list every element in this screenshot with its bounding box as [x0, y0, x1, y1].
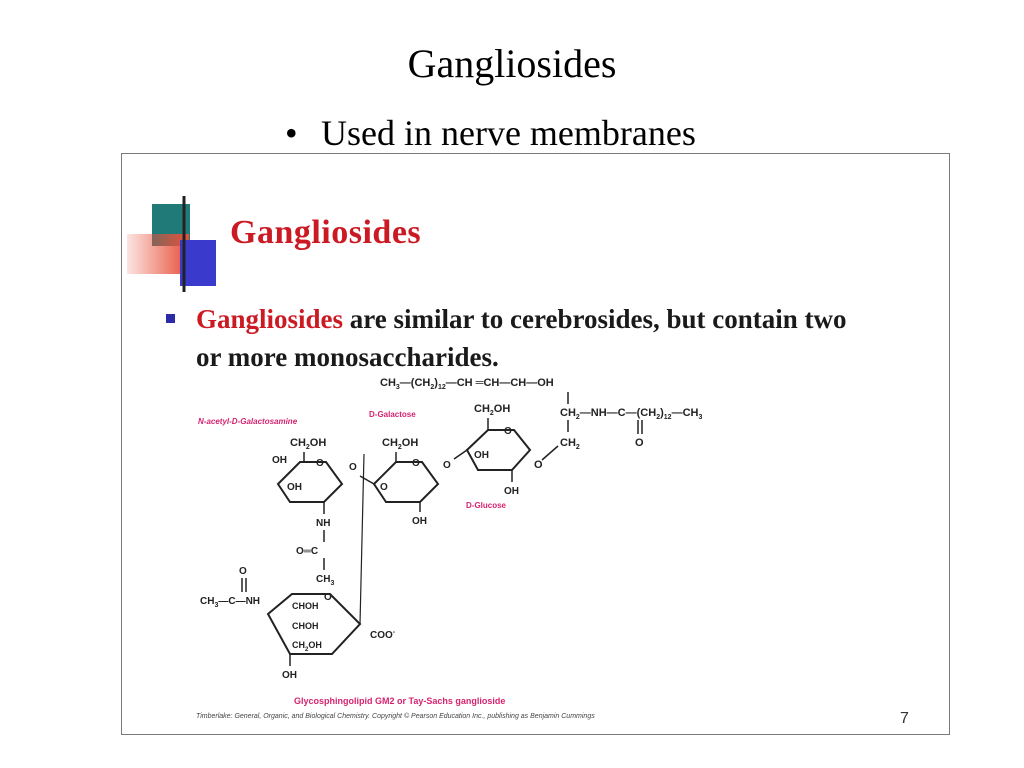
svg-text:CHOH: CHOH: [292, 601, 319, 611]
svg-text:CH3: $CH_3$: [316, 574, 335, 587]
figure-heading: Gangliosides: [230, 214, 422, 251]
deco-red-square: [127, 234, 189, 274]
svg-text:O: O: [239, 566, 247, 577]
slide-bullet: [285, 112, 696, 154]
svg-text:COO-: COO-: [370, 629, 396, 641]
svg-text:CH2OH: $CH_2OH$: [290, 437, 327, 451]
svg-text:CH2OH: $CH_2OH$: [292, 640, 322, 653]
svg-text:OH: OH: [504, 486, 519, 497]
svg-text:O═C: O═C: [296, 546, 319, 557]
svg-text:CH3—(CH2)12—CH ═CH—CH—OH: $CH_3—(CH_2)_{12}—CH$ ═CH—CH—OH: [380, 377, 554, 391]
svg-text:OH: OH: [272, 455, 287, 466]
svg-text:CH2—NH—C—(CH2)12—CH3: $CH_2—NH—C—(CH_2)_{12}—CH_3$: [560, 407, 703, 421]
svg-text:O: O: [534, 459, 543, 471]
slide-title: Gangliosides: [407, 41, 617, 86]
figure-bullet-keyword: Gangliosides: [196, 304, 344, 334]
svg-text:O: O: [443, 460, 451, 471]
svg-text:O: O: [316, 458, 324, 469]
svg-text:CH3—C—NH: $CH_3—C—NH$: [200, 596, 261, 609]
svg-text:CH2OH: $CH_2OH$: [382, 437, 419, 451]
svg-text:OH: OH: [474, 450, 489, 461]
bullet-dot: •: [285, 113, 298, 153]
svg-text:D-Glucose: D-Glucose: [466, 501, 507, 510]
svg-text:O: O: [380, 482, 388, 493]
svg-text:OH: OH: [287, 482, 302, 493]
figure-credit: Timberlake: General, Organic, and Biological Chemistry. Copyright © Pearson Education Inc., publishing as Benjamin Cummings: [196, 713, 595, 720]
svg-text:O: O: [504, 426, 512, 437]
svg-text:O: O: [349, 462, 357, 473]
svg-text:OH: OH: [282, 670, 297, 681]
figure-bullet-square: [166, 314, 175, 323]
svg-text:CHOH: CHOH: [292, 621, 319, 631]
svg-text:O: O: [635, 437, 644, 449]
svg-text:D-Galactose: D-Galactose: [369, 410, 416, 419]
svg-text:Glycosphingolipid GM2 or Tay-S: Glycosphingolipid GM2 or Tay-Sachs ganglioside: [294, 696, 506, 706]
svg-text:CH2: $CH_2$: [560, 437, 580, 451]
svg-text:CH2OH: $CH_2OH$: [474, 403, 511, 417]
svg-text:N-acetyl-D-Galactosamine: N-acetyl-D-Galactosamine: [198, 417, 298, 426]
ganglioside-figure: [121, 153, 950, 735]
figure-bullet-text: [196, 300, 876, 376]
svg-text:OH: OH: [412, 516, 427, 527]
figure-bullet-body: are similar to cerebrosides, but contain two or more monosaccharides.: [196, 304, 847, 372]
page-number: 7: [900, 710, 909, 727]
svg-text:NH: NH: [316, 518, 331, 529]
slide-bullet-text: Used in nerve membranes: [321, 113, 696, 153]
svg-text:O: O: [324, 592, 332, 603]
svg-text:O: O: [412, 458, 420, 469]
